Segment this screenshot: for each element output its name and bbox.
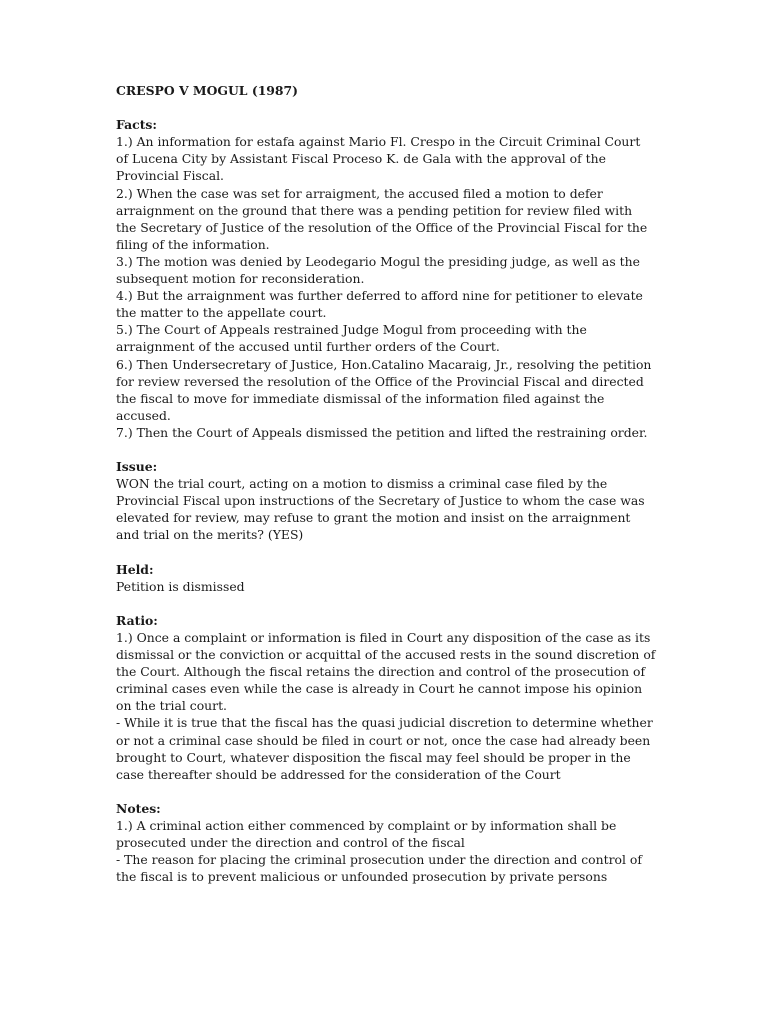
notes-paragraph-1: 1.) A criminal action either commenced by complaint or by information shall be prosecuted under the direction and control of the fiscal xyxy=(116,818,621,851)
held-section xyxy=(116,561,656,595)
facts-paragraph-3: 3.) The motion was denied by Leodegario Mogul the presiding judge, as well as the subsequent motion for reconsideration. xyxy=(116,253,644,287)
ratio-paragraph-2: - While it is true that the fiscal has the quasi judicial discretion to determine whether or not a criminal case should be filed in court or not, once the case had already been brought to Court, whatever disposition the fiscal may feel should be proper in the case thereafter should be addressed for the consideration of the Court xyxy=(116,715,657,782)
document-title: CRESPO V MOGUL (1987) xyxy=(116,83,299,98)
facts-section xyxy=(116,116,656,441)
issue-paragraph-1: WON the trial court, acting on a motion to dismiss a criminal case filed by the Provincial Fiscal upon instructions of the Secretary of Justice to whom the case was elevated for review, may refuse to grant the motion and insist on the arraignment and trial on the merits? (YES) xyxy=(116,476,649,543)
ratio-paragraph-1: 1.) Once a complaint or information is filed in Court any disposition of the case as its dismissal or the conviction or acquittal of the accused rests in the sound discretion of the Court. Although the fiscal retains the direction and control of the prosecution of criminal cases even while the case is already in Court he cannot impose his opinion on the trial court. xyxy=(116,630,660,714)
notes-heading: Notes: xyxy=(116,800,161,816)
held-paragraph-1: Petition is dismissed xyxy=(116,578,245,594)
facts-paragraph-4: 4.) But the arraignment was further deferred to afford nine for petitioner to elevate the matter to the appellate court. xyxy=(116,288,647,321)
notes-paragraph-2: - The reason for placing the criminal prosecution under the direction and control of the fiscal is to prevent malicious or unfounded prosecution by private persons xyxy=(116,852,646,885)
notes-section xyxy=(116,800,656,885)
ratio-heading: Ratio: xyxy=(116,612,158,628)
ratio-section xyxy=(116,612,660,783)
facts-paragraph-7: 7.) Then the Court of Appeals dismissed the petition and lifted the restraining order. xyxy=(116,424,648,440)
facts-paragraph-2: 2.) When the case was set for arraigment, the accused filed a motion to defer arraignment on the ground that there was a pending petition for review filed with the Secretary of Justice of the resolution of the Office of the Provincial Fiscal for the filing of the information. xyxy=(116,185,652,252)
issue-section xyxy=(116,458,656,543)
facts-paragraph-5: 5.) The Court of Appeals restrained Judge Mogul from proceeding with the arraignment of the accused until further orders of the Court. xyxy=(116,322,591,355)
document-page xyxy=(116,82,660,903)
facts-heading: Facts: xyxy=(116,117,157,133)
facts-paragraph-1: 1.) An information for estafa against Mario Fl. Crespo in the Circuit Criminal Court of Lucena City by Assistant Fiscal Proceso K. de Gala with the approval of the Provincial Fiscal. xyxy=(116,134,645,184)
facts-paragraph-6: 6.) Then Undersecretary of Justice, Hon.Catalino Macaraig, Jr., resolving the petition for review reversed the resolution of the Office of the Provincial Fiscal and directed the fiscal to move for immediate dismissal of the information filed against the accused. xyxy=(116,356,656,423)
issue-heading: Issue: xyxy=(116,459,158,475)
held-heading: Held: xyxy=(116,561,154,577)
